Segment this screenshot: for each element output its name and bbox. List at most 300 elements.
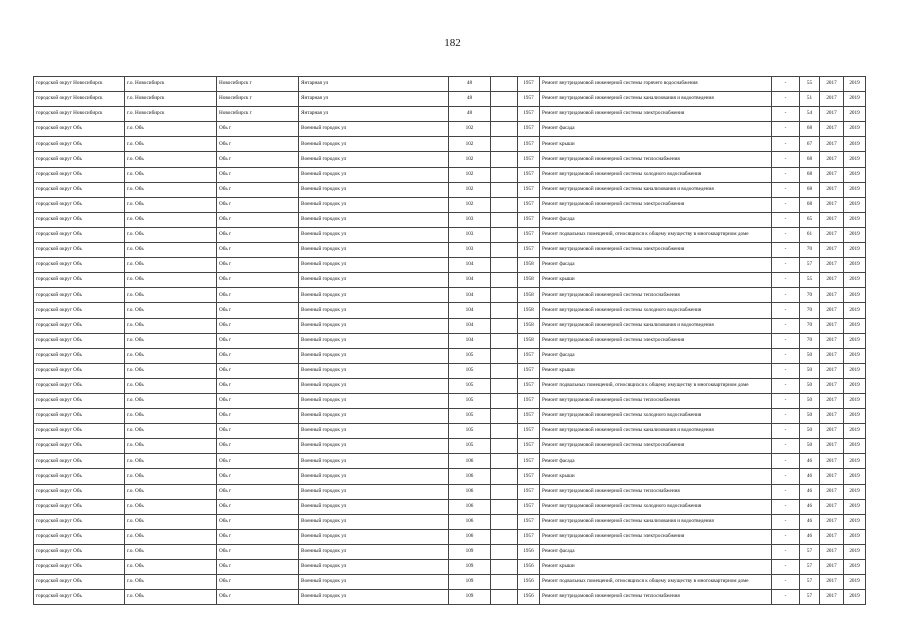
service-cell: - <box>772 92 800 107</box>
end-year-cell: 2019 <box>844 273 866 288</box>
end-year-cell: 2019 <box>844 454 866 469</box>
locality-cell: Обь г <box>217 575 299 590</box>
end-year-cell: 2019 <box>844 318 866 333</box>
house-number-cell: 109 <box>449 560 491 575</box>
municipal-district-cell: городской округ Обь <box>34 137 125 152</box>
table-row <box>34 137 866 152</box>
municipal-district-cell: городской округ Обь <box>34 273 125 288</box>
service-cell: - <box>772 227 800 242</box>
end-year-cell: 2019 <box>844 393 866 408</box>
street-cell: Военный городок ул <box>299 288 449 303</box>
wear-percent-cell: 46 <box>800 499 820 514</box>
work-type-cell: Ремонт внутридомовой инженерной системы теплоснабжения <box>540 590 772 605</box>
year-built-cell: 1958 <box>518 273 540 288</box>
locality-cell: Обь г <box>217 152 299 167</box>
house-number-cell: 105 <box>449 393 491 408</box>
wear-percent-cell: 50 <box>800 409 820 424</box>
locality-cell: Обь г <box>217 243 299 258</box>
work-type-cell: Ремонт фасада <box>540 544 772 559</box>
start-year-cell: 2017 <box>820 288 844 303</box>
end-year-cell: 2019 <box>844 303 866 318</box>
service-cell: - <box>772 152 800 167</box>
municipal-district-cell: городской округ Обь <box>34 560 125 575</box>
municipal-district-cell: городской округ Обь <box>34 575 125 590</box>
end-year-cell: 2019 <box>844 137 866 152</box>
table-row <box>34 288 866 303</box>
table-row <box>34 77 866 92</box>
building-cell <box>491 92 518 107</box>
municipal-district-cell: городской округ Новосибирск <box>34 77 125 92</box>
building-cell <box>491 363 518 378</box>
street-cell: Янтарная ул <box>299 92 449 107</box>
street-cell: Военный городок ул <box>299 318 449 333</box>
wear-percent-cell: 67 <box>800 137 820 152</box>
municipal-district-cell: городской округ Обь <box>34 393 125 408</box>
municipal-district-cell: городской округ Обь <box>34 318 125 333</box>
building-cell <box>491 409 518 424</box>
work-type-cell: Ремонт крыши <box>540 469 772 484</box>
end-year-cell: 2019 <box>844 348 866 363</box>
street-cell: Военный городок ул <box>299 439 449 454</box>
end-year-cell: 2019 <box>844 182 866 197</box>
street-cell: Военный городок ул <box>299 590 449 605</box>
street-cell: Военный городок ул <box>299 409 449 424</box>
settlement-cell: г.о. Обь <box>125 122 217 137</box>
municipal-district-cell: городской округ Обь <box>34 439 125 454</box>
start-year-cell: 2017 <box>820 167 844 182</box>
locality-cell: Обь г <box>217 590 299 605</box>
service-cell: - <box>772 303 800 318</box>
year-built-cell: 1957 <box>518 182 540 197</box>
table-row <box>34 499 866 514</box>
work-type-cell: Ремонт внутридомовой инженерной системы электроснабжения <box>540 107 772 122</box>
table-row <box>34 318 866 333</box>
start-year-cell: 2017 <box>820 182 844 197</box>
service-cell: - <box>772 182 800 197</box>
table-row <box>34 348 866 363</box>
table-row <box>34 92 866 107</box>
locality-cell: Обь г <box>217 182 299 197</box>
end-year-cell: 2019 <box>844 529 866 544</box>
locality-cell: Обь г <box>217 560 299 575</box>
locality-cell: Обь г <box>217 439 299 454</box>
wear-percent-cell: 50 <box>800 439 820 454</box>
start-year-cell: 2017 <box>820 122 844 137</box>
municipal-district-cell: городской округ Обь <box>34 424 125 439</box>
municipal-district-cell: городской округ Обь <box>34 499 125 514</box>
house-number-cell: 103 <box>449 227 491 242</box>
wear-percent-cell: 55 <box>800 273 820 288</box>
building-cell <box>491 499 518 514</box>
year-built-cell: 1957 <box>518 152 540 167</box>
start-year-cell: 2017 <box>820 273 844 288</box>
street-cell: Военный городок ул <box>299 560 449 575</box>
year-built-cell: 1958 <box>518 288 540 303</box>
service-cell: - <box>772 484 800 499</box>
settlement-cell: г.о. Обь <box>125 590 217 605</box>
settlement-cell: г.о. Обь <box>125 378 217 393</box>
table-row <box>34 454 866 469</box>
municipal-district-cell: городской округ Новосибирск <box>34 107 125 122</box>
municipal-district-cell: городской округ Обь <box>34 590 125 605</box>
municipal-district-cell: городской округ Обь <box>34 152 125 167</box>
end-year-cell: 2019 <box>844 212 866 227</box>
street-cell: Военный городок ул <box>299 182 449 197</box>
wear-percent-cell: 57 <box>800 575 820 590</box>
wear-percent-cell: 68 <box>800 122 820 137</box>
house-number-cell: 109 <box>449 544 491 559</box>
building-cell <box>491 212 518 227</box>
house-number-cell: 102 <box>449 122 491 137</box>
year-built-cell: 1956 <box>518 590 540 605</box>
building-cell <box>491 575 518 590</box>
settlement-cell: г.о. Обь <box>125 288 217 303</box>
house-number-cell: 102 <box>449 167 491 182</box>
table-row <box>34 575 866 590</box>
table-row <box>34 484 866 499</box>
house-number-cell: 103 <box>449 212 491 227</box>
street-cell: Военный городок ул <box>299 424 449 439</box>
service-cell: - <box>772 424 800 439</box>
wear-percent-cell: 70 <box>800 333 820 348</box>
settlement-cell: г.о. Обь <box>125 393 217 408</box>
municipal-district-cell: городской округ Обь <box>34 243 125 258</box>
settlement-cell: г.о. Обь <box>125 182 217 197</box>
settlement-cell: г.о. Обь <box>125 137 217 152</box>
start-year-cell: 2017 <box>820 409 844 424</box>
locality-cell: Обь г <box>217 122 299 137</box>
municipal-district-cell: городской округ Новосибирск <box>34 92 125 107</box>
municipal-district-cell: городской округ Обь <box>34 197 125 212</box>
locality-cell: Обь г <box>217 348 299 363</box>
street-cell: Военный городок ул <box>299 197 449 212</box>
municipal-district-cell: городской округ Обь <box>34 363 125 378</box>
building-cell <box>491 514 518 529</box>
municipal-district-cell: городской округ Обь <box>34 529 125 544</box>
end-year-cell: 2019 <box>844 424 866 439</box>
settlement-cell: г.о. Новосибирск <box>125 107 217 122</box>
street-cell: Военный городок ул <box>299 499 449 514</box>
work-type-cell: Ремонт фасада <box>540 258 772 273</box>
year-built-cell: 1957 <box>518 409 540 424</box>
locality-cell: Обь г <box>217 469 299 484</box>
municipal-district-cell: городской округ Обь <box>34 544 125 559</box>
wear-percent-cell: 54 <box>800 107 820 122</box>
house-number-cell: 109 <box>449 575 491 590</box>
settlement-cell: г.о. Обь <box>125 333 217 348</box>
settlement-cell: г.о. Новосибирск <box>125 77 217 92</box>
start-year-cell: 2017 <box>820 424 844 439</box>
table-row <box>34 378 866 393</box>
building-cell <box>491 167 518 182</box>
service-cell: - <box>772 243 800 258</box>
locality-cell: Обь г <box>217 424 299 439</box>
service-cell: - <box>772 590 800 605</box>
year-built-cell: 1958 <box>518 318 540 333</box>
start-year-cell: 2017 <box>820 529 844 544</box>
wear-percent-cell: 50 <box>800 393 820 408</box>
street-cell: Янтарная ул <box>299 107 449 122</box>
service-cell: - <box>772 137 800 152</box>
start-year-cell: 2017 <box>820 499 844 514</box>
locality-cell: Обь г <box>217 167 299 182</box>
work-type-cell: Ремонт внутридомовой инженерной системы холодного водоснабжения <box>540 499 772 514</box>
service-cell: - <box>772 318 800 333</box>
start-year-cell: 2017 <box>820 514 844 529</box>
wear-percent-cell: 46 <box>800 514 820 529</box>
building-cell <box>491 258 518 273</box>
house-number-cell: 48 <box>449 92 491 107</box>
start-year-cell: 2017 <box>820 454 844 469</box>
municipal-district-cell: городской округ Обь <box>34 303 125 318</box>
table-row <box>34 424 866 439</box>
start-year-cell: 2017 <box>820 212 844 227</box>
work-type-cell: Ремонт крыши <box>540 363 772 378</box>
locality-cell: Обь г <box>217 303 299 318</box>
house-number-cell: 104 <box>449 273 491 288</box>
end-year-cell: 2019 <box>844 560 866 575</box>
building-cell <box>491 152 518 167</box>
locality-cell: Новосибирск г <box>217 92 299 107</box>
locality-cell: Обь г <box>217 363 299 378</box>
year-built-cell: 1957 <box>518 122 540 137</box>
work-type-cell: Ремонт внутридомовой инженерной системы электроснабжения <box>540 529 772 544</box>
locality-cell: Обь г <box>217 197 299 212</box>
year-built-cell: 1957 <box>518 227 540 242</box>
end-year-cell: 2019 <box>844 484 866 499</box>
end-year-cell: 2019 <box>844 258 866 273</box>
locality-cell: Обь г <box>217 393 299 408</box>
table-row <box>34 258 866 273</box>
service-cell: - <box>772 258 800 273</box>
table-row <box>34 197 866 212</box>
table-row <box>34 439 866 454</box>
table-row <box>34 243 866 258</box>
service-cell: - <box>772 514 800 529</box>
municipal-district-cell: городской округ Обь <box>34 378 125 393</box>
wear-percent-cell: 61 <box>800 227 820 242</box>
service-cell: - <box>772 560 800 575</box>
start-year-cell: 2017 <box>820 363 844 378</box>
settlement-cell: г.о. Обь <box>125 560 217 575</box>
settlement-cell: г.о. Обь <box>125 348 217 363</box>
street-cell: Военный городок ул <box>299 378 449 393</box>
settlement-cell: г.о. Обь <box>125 197 217 212</box>
settlement-cell: г.о. Новосибирск <box>125 92 217 107</box>
locality-cell: Обь г <box>217 318 299 333</box>
start-year-cell: 2017 <box>820 484 844 499</box>
table-row <box>34 107 866 122</box>
end-year-cell: 2019 <box>844 107 866 122</box>
work-type-cell: Ремонт внутридомовой инженерной системы теплоснабжения <box>540 288 772 303</box>
settlement-cell: г.о. Обь <box>125 409 217 424</box>
start-year-cell: 2017 <box>820 303 844 318</box>
street-cell: Военный городок ул <box>299 469 449 484</box>
building-cell <box>491 544 518 559</box>
start-year-cell: 2017 <box>820 393 844 408</box>
house-number-cell: 106 <box>449 529 491 544</box>
wear-percent-cell: 57 <box>800 590 820 605</box>
end-year-cell: 2019 <box>844 122 866 137</box>
year-built-cell: 1957 <box>518 424 540 439</box>
table-body <box>34 77 866 605</box>
municipal-district-cell: городской округ Обь <box>34 409 125 424</box>
settlement-cell: г.о. Обь <box>125 454 217 469</box>
work-type-cell: Ремонт внутридомовой инженерной системы канализования и водоотведения <box>540 92 772 107</box>
locality-cell: Обь г <box>217 258 299 273</box>
settlement-cell: г.о. Обь <box>125 243 217 258</box>
municipal-district-cell: городской округ Обь <box>34 514 125 529</box>
house-number-cell: 102 <box>449 137 491 152</box>
house-number-cell: 105 <box>449 439 491 454</box>
table-row <box>34 590 866 605</box>
year-built-cell: 1957 <box>518 514 540 529</box>
page-number: 182 <box>444 37 461 49</box>
year-built-cell: 1958 <box>518 303 540 318</box>
table-row <box>34 529 866 544</box>
house-number-cell: 105 <box>449 409 491 424</box>
settlement-cell: г.о. Обь <box>125 484 217 499</box>
street-cell: Военный городок ул <box>299 529 449 544</box>
street-cell: Военный городок ул <box>299 348 449 363</box>
building-cell <box>491 590 518 605</box>
work-type-cell: Ремонт внутридомовой инженерной системы канализования и водоотведения <box>540 424 772 439</box>
table-row <box>34 122 866 137</box>
end-year-cell: 2019 <box>844 363 866 378</box>
settlement-cell: г.о. Обь <box>125 575 217 590</box>
work-type-cell: Ремонт внутридомовой инженерной системы теплоснабжения <box>540 484 772 499</box>
end-year-cell: 2019 <box>844 409 866 424</box>
table-row <box>34 393 866 408</box>
locality-cell: Обь г <box>217 227 299 242</box>
building-cell <box>491 318 518 333</box>
service-cell: - <box>772 393 800 408</box>
street-cell: Военный городок ул <box>299 212 449 227</box>
table-row <box>34 303 866 318</box>
year-built-cell: 1957 <box>518 469 540 484</box>
work-type-cell: Ремонт фасада <box>540 122 772 137</box>
wear-percent-cell: 46 <box>800 469 820 484</box>
table-row <box>34 469 866 484</box>
wear-percent-cell: 51 <box>800 92 820 107</box>
start-year-cell: 2017 <box>820 77 844 92</box>
municipal-district-cell: городской округ Обь <box>34 182 125 197</box>
building-cell <box>491 107 518 122</box>
table-row <box>34 152 866 167</box>
settlement-cell: г.о. Обь <box>125 212 217 227</box>
end-year-cell: 2019 <box>844 92 866 107</box>
street-cell: Военный городок ул <box>299 273 449 288</box>
year-built-cell: 1957 <box>518 499 540 514</box>
street-cell: Военный городок ул <box>299 393 449 408</box>
municipal-district-cell: городской округ Обь <box>34 454 125 469</box>
service-cell: - <box>772 122 800 137</box>
service-cell: - <box>772 348 800 363</box>
end-year-cell: 2019 <box>844 167 866 182</box>
house-number-cell: 106 <box>449 484 491 499</box>
street-cell: Военный городок ул <box>299 137 449 152</box>
wear-percent-cell: 68 <box>800 152 820 167</box>
settlement-cell: г.о. Обь <box>125 318 217 333</box>
start-year-cell: 2017 <box>820 318 844 333</box>
locality-cell: Обь г <box>217 409 299 424</box>
start-year-cell: 2017 <box>820 92 844 107</box>
table-row <box>34 514 866 529</box>
service-cell: - <box>772 288 800 303</box>
settlement-cell: г.о. Обь <box>125 167 217 182</box>
start-year-cell: 2017 <box>820 107 844 122</box>
wear-percent-cell: 70 <box>800 243 820 258</box>
capital-repair-table <box>33 76 866 605</box>
year-built-cell: 1956 <box>518 575 540 590</box>
building-cell <box>491 77 518 92</box>
municipal-district-cell: городской округ Обь <box>34 348 125 363</box>
house-number-cell: 102 <box>449 197 491 212</box>
street-cell: Военный городок ул <box>299 227 449 242</box>
service-cell: - <box>772 197 800 212</box>
year-built-cell: 1957 <box>518 484 540 499</box>
building-cell <box>491 454 518 469</box>
house-number-cell: 106 <box>449 454 491 469</box>
table-row <box>34 409 866 424</box>
service-cell: - <box>772 107 800 122</box>
house-number-cell: 102 <box>449 152 491 167</box>
wear-percent-cell: 57 <box>800 258 820 273</box>
house-number-cell: 106 <box>449 469 491 484</box>
work-type-cell: Ремонт подвальных помещений, относящихся к общему имуществу в многоквартирном доме <box>540 378 772 393</box>
wear-percent-cell: 70 <box>800 318 820 333</box>
settlement-cell: г.о. Обь <box>125 152 217 167</box>
street-cell: Военный городок ул <box>299 122 449 137</box>
settlement-cell: г.о. Обь <box>125 544 217 559</box>
municipal-district-cell: городской округ Обь <box>34 333 125 348</box>
work-type-cell: Ремонт внутридомовой инженерной системы электроснабжения <box>540 197 772 212</box>
house-number-cell: 103 <box>449 243 491 258</box>
table-row <box>34 273 866 288</box>
work-type-cell: Ремонт внутридомовой инженерной системы канализования и водоотведения <box>540 182 772 197</box>
house-number-cell: 104 <box>449 258 491 273</box>
wear-percent-cell: 46 <box>800 454 820 469</box>
start-year-cell: 2017 <box>820 197 844 212</box>
building-cell <box>491 393 518 408</box>
wear-percent-cell: 70 <box>800 303 820 318</box>
street-cell: Военный городок ул <box>299 243 449 258</box>
year-built-cell: 1957 <box>518 197 540 212</box>
building-cell <box>491 122 518 137</box>
building-cell <box>491 288 518 303</box>
start-year-cell: 2017 <box>820 152 844 167</box>
locality-cell: Обь г <box>217 212 299 227</box>
year-built-cell: 1958 <box>518 258 540 273</box>
street-cell: Военный городок ул <box>299 544 449 559</box>
street-cell: Военный городок ул <box>299 363 449 378</box>
locality-cell: Обь г <box>217 484 299 499</box>
locality-cell: Обь г <box>217 137 299 152</box>
work-type-cell: Ремонт крыши <box>540 137 772 152</box>
house-number-cell: 104 <box>449 288 491 303</box>
start-year-cell: 2017 <box>820 378 844 393</box>
locality-cell: Обь г <box>217 514 299 529</box>
end-year-cell: 2019 <box>844 575 866 590</box>
table-row <box>34 182 866 197</box>
house-number-cell: 104 <box>449 333 491 348</box>
end-year-cell: 2019 <box>844 227 866 242</box>
start-year-cell: 2017 <box>820 469 844 484</box>
municipal-district-cell: городской округ Обь <box>34 484 125 499</box>
street-cell: Военный городок ул <box>299 454 449 469</box>
street-cell: Военный городок ул <box>299 152 449 167</box>
wear-percent-cell: 50 <box>800 378 820 393</box>
